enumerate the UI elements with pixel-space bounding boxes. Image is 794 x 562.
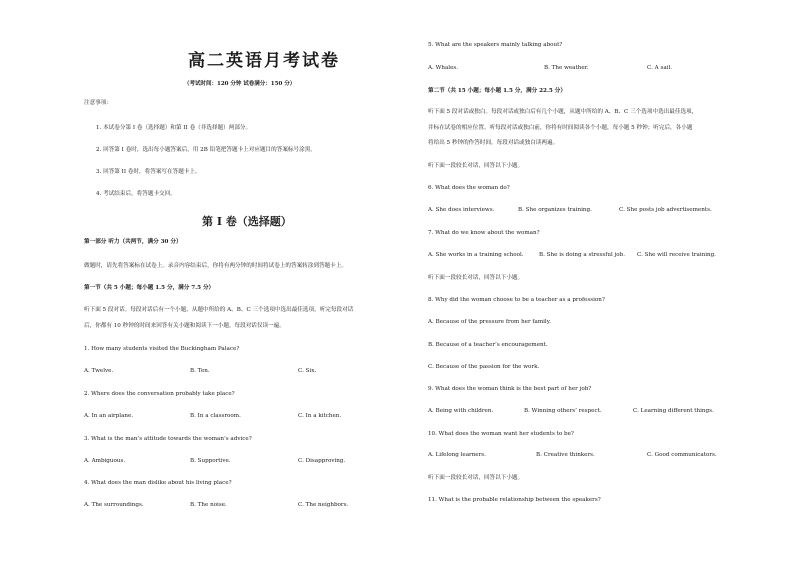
q10-option-c[interactable]: C. Good communicators.	[647, 452, 717, 458]
notice-item-4: 4. 考试结束后，将答题卡交回。	[96, 191, 176, 197]
question-3: 3. What is the man’s attitude towards the woman’s advice?	[84, 436, 252, 442]
question-6: 6. What does the woman do?	[428, 185, 510, 191]
question-11: 11. What is the probable relationship between the speakers?	[428, 497, 601, 503]
q5-option-c[interactable]: C. A sail.	[647, 65, 673, 71]
q7-option-a[interactable]: A. She works in a training school.	[428, 252, 524, 258]
section2-heading: 第二节（共 15 小题；每小题 1.5 分，满分 22.5 分）	[428, 88, 566, 94]
q4-option-b[interactable]: B. The noise.	[190, 502, 227, 508]
q3-option-c[interactable]: C. Disapproving.	[298, 458, 346, 464]
q2-option-b[interactable]: B. In a classroom.	[190, 413, 241, 419]
q2-option-a[interactable]: A. In an airplane.	[84, 413, 134, 419]
q8-option-c[interactable]: C. Because of the passion for the work.	[428, 364, 540, 370]
section2-intro-line2: 并标在试卷的相应位置。听每段对话或独白前，你将有时间阅读各个小题，每小题 5 秒钟；听完后，各小题	[428, 125, 693, 131]
q1-option-a[interactable]: A. Twelve.	[84, 368, 114, 374]
q1-option-c[interactable]: C. Six.	[298, 368, 317, 374]
question-7: 7. What do we know about the woman?	[428, 230, 540, 236]
part1-heading: 第一部分 听力（共两节，满分 30 分）	[84, 239, 182, 245]
question-2: 2. Where does the conversation probably take place?	[84, 391, 235, 397]
q10-option-a[interactable]: A. Lifelong learners.	[428, 452, 486, 458]
section1-heading: 第一节（共 5 小题；每小题 1.5 分，满分 7.5 分）	[84, 285, 215, 291]
notice-item-1: 1. 本试卷分第 I 卷（选择题）和第 II 卷（非选择题）两部分。	[96, 125, 252, 131]
q9-option-c[interactable]: C. Learning different things.	[633, 408, 714, 414]
q2-option-c[interactable]: C. In a kitchen.	[298, 413, 342, 419]
q7-option-c[interactable]: C. She will receive training.	[637, 252, 716, 258]
question-1: 1. How many students visited the Buckingham Palace?	[84, 346, 240, 352]
q6-option-c[interactable]: C. She posts job advertisements.	[619, 207, 712, 213]
exam-subtitle: （考试时间：120 分钟 试卷满分：150 分）	[184, 81, 296, 87]
q5-option-b[interactable]: B. The weather.	[544, 65, 589, 71]
question-8: 8. Why did the woman choose to be a teacher as a profession?	[428, 297, 605, 303]
q10-option-b[interactable]: B. Creative thinkers.	[536, 452, 595, 458]
q4-option-c[interactable]: C. The neighbors.	[298, 502, 349, 508]
notice-item-2: 2. 回答第 I 卷时，选出每小题答案后，用 2B 铅笔把答题卡上对应题目的答案标号涂黑。	[96, 147, 316, 153]
q8-option-b[interactable]: B. Because of a teacher’s encouragement.	[428, 342, 548, 348]
section1-intro-line2: 后，你都有 10 秒钟的时间来回答有关小题和阅读下一小题。每段对话仅读一遍。	[84, 323, 285, 329]
section1-intro-line1: 听下面 5 段对话。每段对话后有一个小题，从题中所给的 A、B、C 三个选项中选出最佳选项。听完每段对话	[84, 307, 354, 313]
section2-intro-line1: 听下面 5 段对话或独白。每段对话或独白后有几个小题，从题中所给的 A、B、C 三个选项中选出最佳选项，	[428, 109, 698, 115]
listen-instruction-11: 听下面一段较长对话，回答以下小题。	[428, 475, 524, 481]
part1-intro: 做题时，请先将答案标在试卷上。录音内容结束后，你将有两分钟的时间将试卷上的答案转涂到答题卡上。	[84, 263, 347, 269]
q3-option-b[interactable]: B. Supportive.	[190, 458, 231, 464]
section2-intro-line3: 将给出 5 秒钟的作答时间。每段对话或独白读两遍。	[428, 140, 559, 146]
q9-option-a[interactable]: A. Being with children.	[428, 408, 494, 414]
q6-option-a[interactable]: A. She does interviews.	[428, 207, 495, 213]
question-5: 5. What are the speakers mainly talking about?	[428, 42, 563, 48]
question-4: 4. What does the man dislike about his living place?	[84, 480, 232, 486]
q6-option-b[interactable]: B. She organizes training.	[518, 207, 592, 213]
listen-instruction-6: 听下面一段较长对话，回答以下小题。	[428, 163, 524, 169]
volume-title: 第 I 卷（选择题）	[202, 215, 292, 228]
q7-option-b[interactable]: B. She is doing a stressful job.	[539, 252, 625, 258]
q8-option-a[interactable]: A. Because of the pressure from her family.	[428, 319, 551, 325]
notice-heading: 注意事项：	[84, 100, 112, 106]
q5-option-a[interactable]: A. Whales.	[428, 65, 459, 71]
q1-option-b[interactable]: B. Ten.	[190, 368, 210, 374]
question-9: 9. What does the woman think is the best part of her job?	[428, 386, 592, 392]
q4-option-a[interactable]: A. The surroundings.	[84, 502, 144, 508]
page-title: 高二英语月考试卷	[188, 51, 340, 71]
q3-option-a[interactable]: A. Ambiguous.	[84, 458, 126, 464]
listen-instruction-8: 听下面一段较长对话，回答以下小题。	[428, 275, 524, 281]
notice-item-3: 3. 回答第 II 卷时，将答案写在答题卡上。	[96, 169, 201, 175]
q9-option-b[interactable]: B. Winning others’ respect.	[524, 408, 602, 414]
question-10: 10. What does the woman want her students to be?	[428, 431, 574, 437]
